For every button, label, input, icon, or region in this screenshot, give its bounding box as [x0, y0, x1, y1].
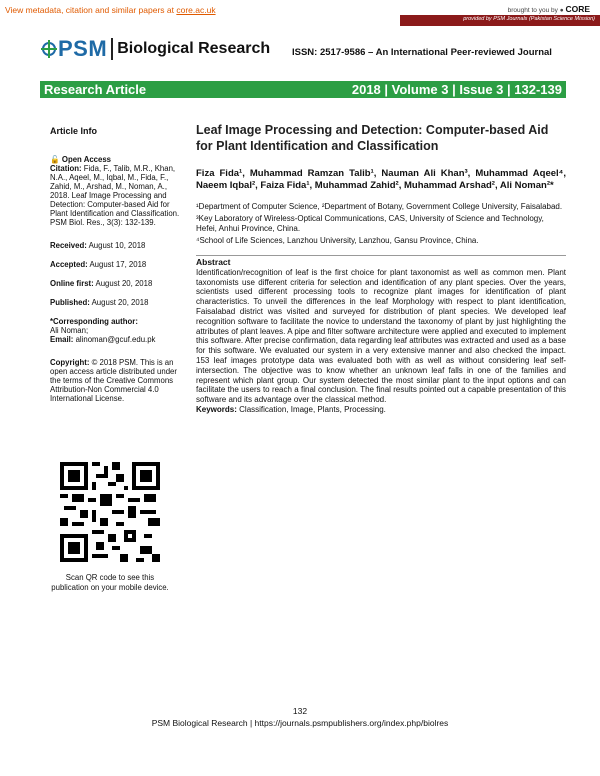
open-access-label: Open Access: [61, 155, 112, 164]
journal-name: Biological Research: [117, 40, 271, 57]
footer-url[interactable]: PSM Biological Research | https://journals.psmpublishers.org/index.php/biolres: [151, 718, 449, 728]
online-first-date: [50, 279, 180, 288]
provided-by-text[interactable]: provided by PSM Journals (Pakistan Science Mission): [463, 16, 595, 22]
copyright-label: Copyright:: [50, 358, 90, 367]
article-banner: [40, 81, 566, 98]
article-info-sidebar: [50, 127, 180, 403]
published-value: August 20, 2018: [91, 298, 149, 307]
core-link-url[interactable]: core.ac.uk: [176, 5, 216, 15]
affiliations: [196, 202, 566, 246]
affiliation-2: ³Key Laboratory of Wireless-Optical Communications, CAS, University of Science and Technology, Hefei, Anhui Province, China.: [196, 214, 544, 233]
copyright-text: © 2018 PSM. This is an open access article distributed under the terms of the Creative Commons Attribution-Non Commercial 4.0 International License.: [50, 358, 177, 403]
page-number: 132: [292, 706, 308, 716]
author-list: Fiza Fida¹, Muhammad Ramzan Talib¹, Nauman Ali Khan³, Muhammad Aqeel⁴, Naeem Iqbal², Faiza Fida¹, Muhammad Zahid², Muhammad Arshad², Ali Noman²*: [196, 168, 566, 191]
keywords-label: Keywords:: [196, 404, 237, 414]
keywords: [196, 405, 566, 415]
published-date: [50, 298, 180, 307]
copyright: [50, 358, 180, 403]
psm-emblem-icon: [40, 39, 58, 59]
received-date: [50, 241, 180, 250]
brought-by: [508, 4, 590, 14]
online-value: August 20, 2018: [95, 279, 153, 288]
article-type: Research Article: [44, 82, 147, 97]
corresponding-name: Ali Noman;: [50, 326, 89, 335]
provided-by-bar: [0, 15, 600, 26]
online-label: Online first:: [50, 279, 94, 288]
article-info-heading: Article Info: [50, 126, 98, 136]
citation-block: [50, 164, 180, 227]
accepted-label: Accepted:: [50, 260, 88, 269]
article-title: Leaf Image Processing and Detection: Computer-based Aid for Plant Identification and Classification: [196, 123, 549, 153]
qr-code[interactable]: [60, 462, 160, 562]
corresponding-label: *Corresponding author:: [50, 317, 138, 326]
abstract-text: Identification/recognition of leaf is the first choice for plant taxonomist as well as common men. Plant taxonomists use different criteria for selection and identification of any plant species. Over the years, scientists used different processing tools to recognize plant images for identification of plant characteristics. To unveil the differences in the leaf Morphology with respect to plant identification, Faisalabad district was visited and surveyed for distribution of plant species. We developed leaf recognition software to facilitate the novice to understand the taxonomy of plant by just highlighting the attributes of plant leaves. A pipe and filter software architecture were applied and executed to implement this software. After precise confirmation, data regarding leaf attributes was extracted and used as a base for this software. We evaluated our system in a very extensive manner and also checked the impact. 153 leaf images prototype data was evaluated both with as well as without considering leaf self-intersection. The objective was to know whether an unknown leaf falls in one of the families and represent which plant group. Our system detected the most similar plant to the input options and can facilitate the users to reach a final conclusion. The final results pointed out a capable presentation of this software and its advantage over the classical method.: [196, 267, 566, 405]
corresponding-author: [50, 317, 180, 344]
email-link[interactable]: alinoman@gcuf.edu.pk: [75, 335, 156, 344]
email-label: Email:: [50, 335, 74, 344]
core-link-text: View metadata, citation and similar papers at: [5, 5, 177, 15]
affiliation-3: ⁴School of Life Sciences, Lanzhou University, Lanzhou, Gansu Province, China.: [196, 236, 479, 245]
brought-by-text: brought to you by: [507, 7, 558, 14]
affiliation-1: ¹Department of Computer Science, ²Department of Botany, Government College University, Faisalabad.: [196, 202, 563, 211]
core-metadata-link[interactable]: [5, 5, 216, 15]
abstract-heading: Abstract: [196, 257, 231, 267]
citation-text: Fida, F., Talib, M.R., Khan, N.A., Aqeel, M., Iqbal, M., Fida, F., Zahid, M., Arshad, M., Noman, A., 2018. Leaf Image Processing and Detection: Computer-based Aid for Plant Identification and Classification. PSM Biol. Res., 3(3): 132-139.: [50, 164, 180, 227]
issn-line: ISSN: 2517-9586 – An International Peer-reviewed Journal: [292, 47, 552, 58]
open-access: [50, 155, 180, 164]
published-label: Published:: [50, 298, 90, 307]
core-brand: CORE: [565, 4, 590, 14]
citation-label: Citation:: [50, 164, 82, 173]
keywords-text: Classification, Image, Plants, Processing.: [239, 404, 386, 414]
accepted-date: [50, 260, 180, 269]
article-citation: 2018 | Volume 3 | Issue 3 | 132-139: [351, 82, 562, 97]
psm-logo-text: PSM: [58, 36, 108, 61]
accepted-value: August 17, 2018: [89, 260, 147, 269]
received-label: Received:: [50, 241, 87, 250]
logo-divider: [111, 38, 113, 60]
journal-logo: [40, 36, 270, 62]
abstract-section: [196, 255, 566, 415]
core-logo-icon: ●: [559, 7, 564, 14]
open-lock-icon: 🔓: [50, 155, 60, 164]
received-value: August 10, 2018: [88, 241, 146, 250]
article-main: [196, 122, 566, 415]
qr-caption: Scan QR code to see this publication on your mobile device.: [51, 573, 169, 592]
